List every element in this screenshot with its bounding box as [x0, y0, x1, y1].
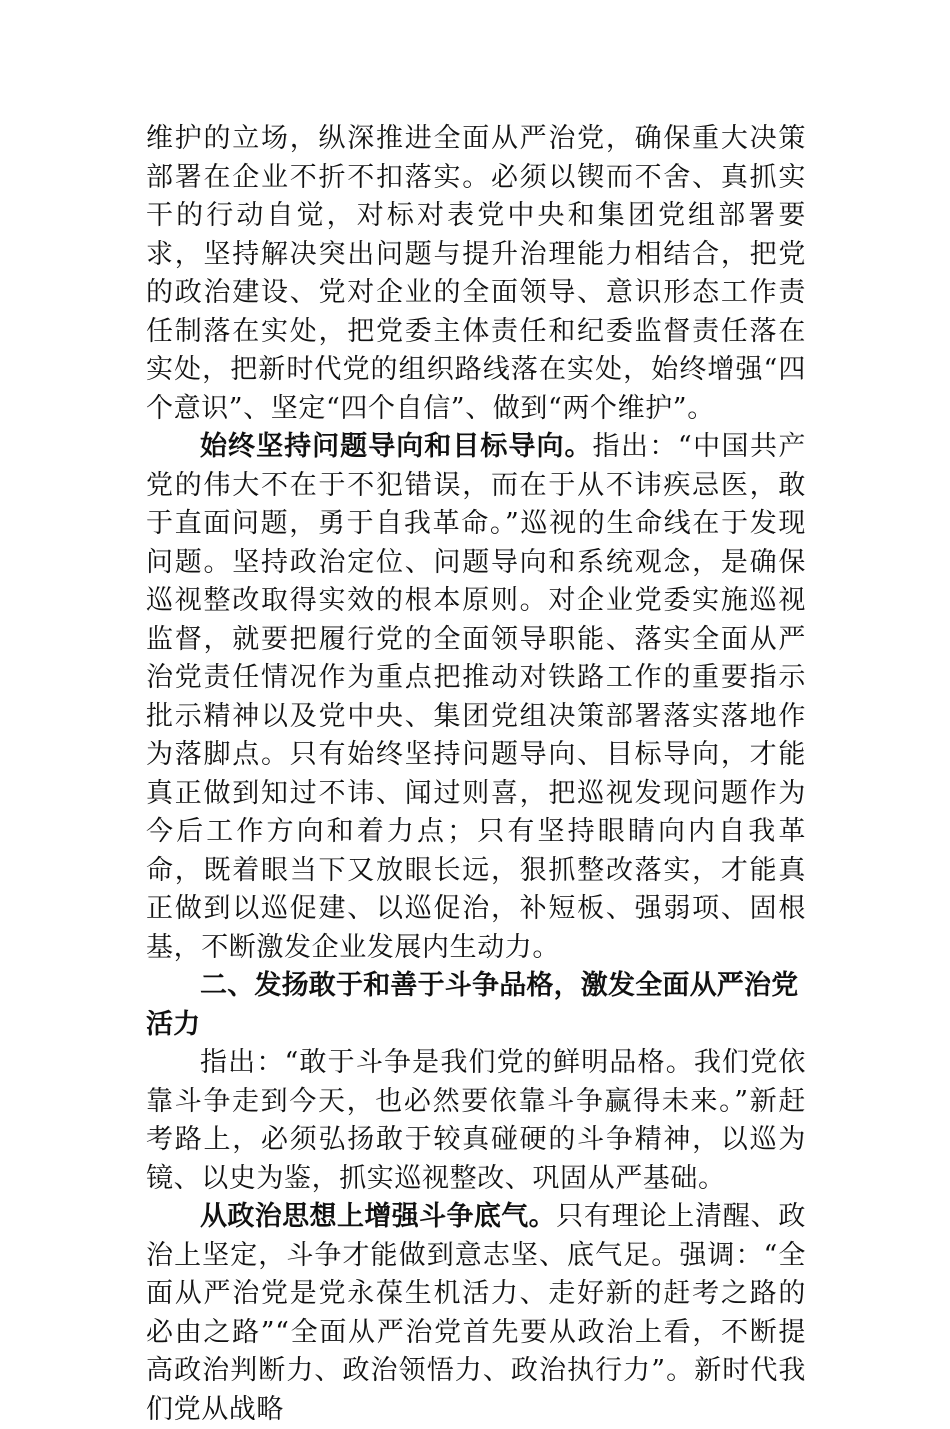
section-heading-2: [146, 967, 806, 1044]
section-heading-text: 二、发扬敢于和善于斗争品格，激发全面从严治党活力: [146, 970, 799, 1040]
paragraph-text: 指出：“中国共产党的伟大不在于不犯错误，而在于从不讳疾忌医，敢于直面问题，勇于自我革命。”巡视的生命线在于发现问题。坚持政治定位、问题导向和系统观念，是确保巡视整改取得实效的根本原则。对企业党委实施巡视监督，就要把履行党的全面领导职能、落实全面从严治党责任情况作为重点把推动对铁路工作的重要指示批示精神以及党中央、集团党组决策部署落实落地作为落脚点。只有始终坚持问题导向、目标导向，才能真正做到知过不讳、闻过则喜，把巡视发现问题作为今后工作方向和着力点；只有坚持眼睛向内自我革命，既着眼当下又放眼长远，狠抓整改落实，才能真正做到以巡促建、以巡促治，补短板、强弱项、固根基，不断激发企业发展内生动力。: [146, 431, 806, 963]
paragraph-text: 维护的立场，纵深推进全面从严治党，确保重大决策部署在企业不折不扣落实。必须以锲而不舍、真抓实干的行动自觉，对标对表党中央和集团党组部署要求，坚持解决突出问题与提升治理能力相结合，把党的政治建设、党对企业的全面领导、意识形态工作责任制落在实处，把党委主体责任和纪委监督责任落在实处，把新时代党的组织路线落在实处，始终增强“四个意识”、坚定“四个自信”、做到“两个维护”。: [146, 123, 806, 424]
paragraph-text: 指出：“敢于斗争是我们党的鲜明品格。我们党依靠斗争走到今天，也必然要依靠斗争赢得未来。”新赶考路上，必须弘扬敢于较真碰硬的斗争精神，以巡为镜、以史为鉴，抓实巡视整改、巩固从严基础。: [146, 1047, 806, 1194]
paragraph-text: 只有理论上清醒、政治上坚定，斗争才能做到意志坚、底气足。强调：“全面从严治党是党永葆生机活力、走好新的赶考之路的必由之路”“全面从严治党首先要从政治上看，不断提高政治判断力、政治领悟力、政治执行力”。新时代我们党从战略: [146, 1201, 806, 1425]
paragraph-political-thought: [146, 1198, 806, 1429]
paragraph-struggle-quote: [146, 1044, 806, 1198]
paragraph-lead-heading: 始终坚持问题导向和目标导向。: [200, 431, 593, 462]
paragraph-continuation: [146, 120, 806, 428]
paragraph-lead-heading: 从政治思想上增强斗争底气。: [200, 1201, 557, 1232]
document-page: [146, 120, 806, 1429]
paragraph-problem-orientation: [146, 428, 806, 967]
